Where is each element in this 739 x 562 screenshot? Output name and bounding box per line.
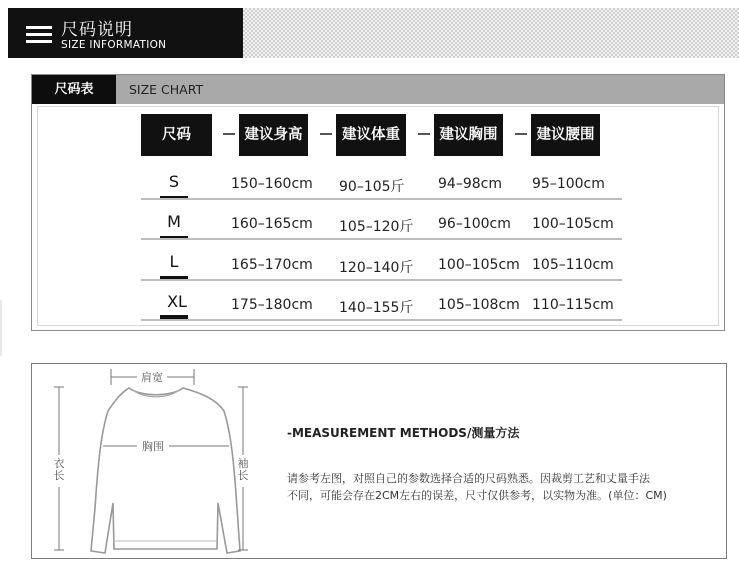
cell-waist: 95–100cm [532, 176, 605, 192]
section-title-cn: 尺码说明 [61, 20, 133, 40]
section-header [8, 8, 243, 58]
row-divider [141, 319, 622, 321]
cell-weight: 140–155斤 [339, 300, 414, 316]
row-divider [141, 279, 622, 281]
row-divider [141, 238, 622, 240]
label-chest: 胸围 [142, 440, 164, 453]
header-separator [223, 133, 235, 135]
shirt-outline [91, 388, 240, 553]
cell-weight: 105–120斤 [339, 219, 414, 235]
cell-chest: 96–100cm [438, 216, 511, 232]
size-label: M [167, 212, 181, 231]
cell-chest: 94–98cm [438, 176, 502, 192]
measurement-description [287, 470, 717, 504]
label-length: 衣长 [53, 457, 65, 482]
label-shoulder: 肩宽 [141, 371, 163, 384]
column-header-size: 尺码 [141, 114, 212, 156]
size-chart-tabbar [32, 75, 724, 104]
size-label: S [168, 172, 180, 191]
header-separator [418, 133, 430, 135]
column-header-height: 建议身高 [239, 114, 308, 156]
size-chart-tab-en: SIZE CHART [129, 82, 204, 97]
size-chart-panel [31, 74, 725, 331]
row-divider [141, 198, 622, 200]
cell-waist: 110–115cm [532, 297, 614, 313]
size-label: L [169, 252, 179, 271]
measurement-text-line: 不同，可能会存在2CM左右的误差，尺寸仅供参考，以实物为准。(单位：CM) [287, 489, 667, 502]
column-header-chest: 建议胸围 [434, 114, 503, 156]
cell-waist: 100–105cm [532, 216, 614, 232]
measurement-text-line: 请参考左图，对照自己的参数选择合适的尺码熟悉。因裁剪工艺和丈量手法 [287, 472, 650, 485]
cell-height: 160–165cm [231, 216, 313, 232]
size-label: XL [167, 292, 187, 311]
header-separator [515, 133, 527, 135]
menu-lines-icon [26, 26, 52, 47]
edge-divider [0, 300, 2, 356]
cell-weight: 90–105斤 [339, 179, 405, 195]
header-separator [320, 133, 332, 135]
cell-chest: 105–108cm [438, 297, 520, 313]
size-chart-tab-cn: 尺码表 [32, 75, 116, 104]
section-title-en: SIZE INFORMATION [61, 39, 167, 51]
header-pattern [243, 8, 739, 58]
shirt-diagram [31, 363, 271, 559]
cell-height: 165–170cm [231, 257, 313, 273]
measurement-title: -MEASUREMENT METHODS/测量方法 [287, 426, 520, 440]
column-header-weight: 建议体重 [336, 114, 406, 156]
column-header-waist: 建议腰围 [531, 114, 600, 156]
cell-chest: 100–105cm [438, 257, 520, 273]
cell-height: 175–180cm [231, 297, 313, 313]
cell-waist: 105–110cm [532, 257, 614, 273]
cell-weight: 120–140斤 [339, 260, 414, 276]
cell-height: 150–160cm [231, 176, 313, 192]
label-sleeve: 袖长 [237, 457, 249, 482]
